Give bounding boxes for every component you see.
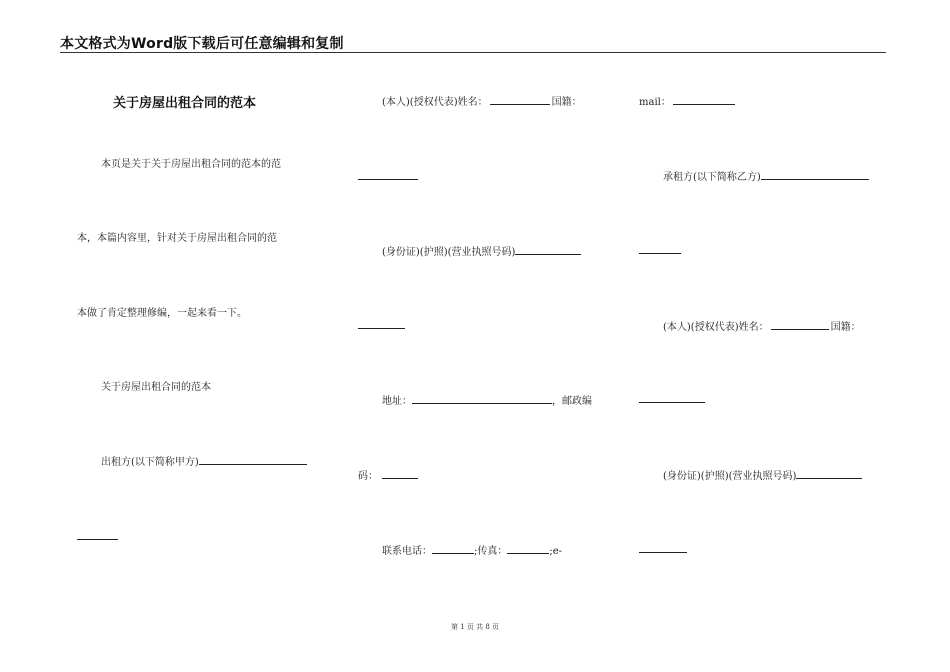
lessee-id-line: [663, 467, 862, 482]
lessor-id-label: (身份证)(护照)(营业执照号码): [382, 247, 516, 258]
lessee-blank-continued: [639, 253, 681, 254]
lessor-address-line: [382, 392, 592, 407]
lessor-id-blank: [515, 244, 581, 255]
lessor-id-blank-continued: [358, 328, 405, 329]
lessor-name-line: [382, 93, 582, 108]
lessor-phone-blank: [432, 543, 474, 554]
lessee-name-blank: [771, 319, 829, 330]
lessor-fax-blank: [507, 543, 549, 554]
lessor-email-label: ;e-: [549, 546, 563, 557]
lessee-blank: [761, 169, 869, 180]
lessee-name-label: (本人)(授权代表)姓名：: [663, 322, 769, 333]
lessor-address-label: 地址：: [382, 396, 412, 407]
document-title: 关于房屋出租合同的范本: [113, 96, 257, 111]
lessor-name-label: (本人)(授权代表)姓名：: [382, 97, 488, 108]
intro-line-3: 本做了肯定整理修编，一起来看一下。: [77, 308, 247, 319]
lessor-postal-line: [358, 467, 418, 482]
contract-subtitle: 关于房屋出租合同的范本: [101, 382, 211, 393]
lessor-id-line: [382, 243, 581, 258]
lessee-id-blank-continued: [639, 552, 687, 553]
lessor-fax-label: ;传真：: [474, 546, 508, 557]
lessor-blank: [199, 454, 307, 465]
lessor-address-blank: [412, 393, 552, 404]
lessor-label: 出租方(以下简称甲方): [101, 457, 199, 468]
lessee-nationality-label: 国籍：: [830, 322, 861, 333]
document-header: 本文格式为Word版下载后可任意编辑和复制: [60, 36, 344, 52]
lessor-mail-blank: [673, 94, 735, 105]
lessee-label: 承租方(以下简称乙方): [663, 172, 761, 183]
lessor-postal-label-2: 码：: [358, 471, 378, 482]
lessee-name-line: [663, 318, 861, 333]
lessee-nationality-blank: [639, 402, 705, 403]
page-number: 第 1 页 共 8 页: [450, 623, 500, 631]
lessee-id-label: (身份证)(护照)(营业执照号码): [663, 471, 797, 482]
lessor-postal-label: ，邮政编: [552, 396, 592, 407]
lessor-nationality-blank: [358, 179, 418, 180]
intro-line-1: 本页是关于关于房屋出租合同的范本的范: [101, 159, 281, 170]
lessor-phone-label: 联系电话：: [382, 546, 432, 557]
lessor-line: [101, 453, 307, 468]
intro-line-2: 本，本篇内容里，针对关于房屋出租合同的范: [77, 233, 277, 244]
lessor-blank-continued: [77, 539, 118, 540]
lessee-id-blank: [796, 468, 862, 479]
lessor-name-blank: [490, 94, 550, 105]
lessor-contact-line: [382, 542, 562, 557]
lessor-nationality-label: 国籍：: [551, 97, 582, 108]
lessee-line: [663, 168, 869, 183]
lessor-mail-label: mail：: [639, 97, 671, 108]
lessor-postal-blank: [382, 468, 418, 479]
header-rule: [60, 52, 886, 53]
lessor-mail-line: [639, 93, 735, 108]
